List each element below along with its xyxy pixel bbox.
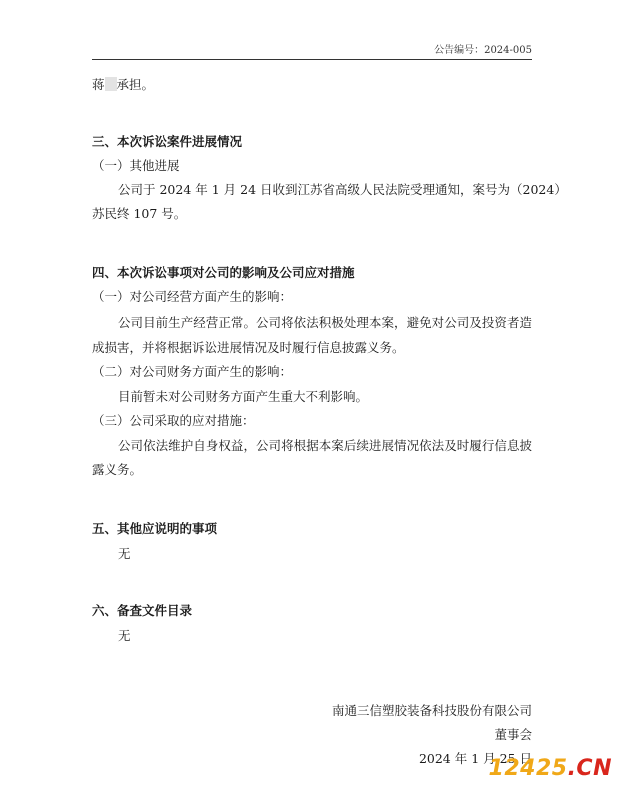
continuation-line: [92, 77, 532, 93]
section-4-paragraph-3-line-1: 公司依法维护自身权益，公司将根据本案后续进展情况依法及时履行信息披: [118, 438, 532, 453]
section-4-heading: 四、本次诉讼事项对公司的影响及公司应对措施: [92, 265, 355, 280]
section-6-heading: 六、备查文件目录: [92, 603, 193, 618]
signature-company: 南通三信塑胶装备科技股份有限公司: [331, 703, 532, 718]
continuation-text-end: 承担。: [116, 77, 155, 92]
continuation-text-start: 蒋: [92, 77, 105, 92]
signature-board: 董事会: [494, 727, 532, 742]
section-6-body: 无: [118, 628, 131, 643]
section-4-paragraph-3-line-2: 露义务。: [92, 462, 143, 477]
section-4-paragraph-1-line-2: 成损害，并将根据诉讼进展情况及时履行信息披露义务。: [92, 340, 405, 355]
section-4-paragraph-2-line-1: 目前暂未对公司财务方面产生重大不利影响。: [118, 389, 369, 404]
header-rule: [92, 59, 532, 60]
watermark-domain: .CN: [567, 756, 612, 781]
section-3-heading: 三、本次诉讼案件进展情况: [92, 134, 243, 149]
site-watermark: [489, 756, 612, 781]
section-5-heading: 五、其他应说明的事项: [92, 521, 218, 536]
section-4-subheading-2: （二）对公司财务方面产生的影响：: [92, 364, 293, 379]
section-4-subheading-1: （一）对公司经营方面产生的影响：: [92, 289, 293, 304]
section-3-paragraph-line-2: 苏民终 107 号。: [92, 206, 187, 221]
announcement-number: 公告编号：2024-005: [434, 45, 532, 56]
section-4-subheading-3: （三）公司采取的应对措施：: [92, 413, 255, 428]
section-5-body: 无: [118, 546, 131, 561]
redaction-block: [105, 77, 117, 91]
section-3-subheading-1: （一）其他进展: [92, 158, 180, 173]
section-3-paragraph-line-1: 公司于 2024 年 1 月 24 日收到江苏省高级人民法院受理通知，案号为（2024）: [118, 182, 567, 197]
signature-date: 2024 年 1 月 25 日: [418, 751, 532, 766]
watermark-number: 12425: [488, 756, 568, 781]
section-4-paragraph-1-line-1: 公司目前生产经营正常。公司将依法积极处理本案，避免对公司及投资者造: [118, 315, 532, 330]
